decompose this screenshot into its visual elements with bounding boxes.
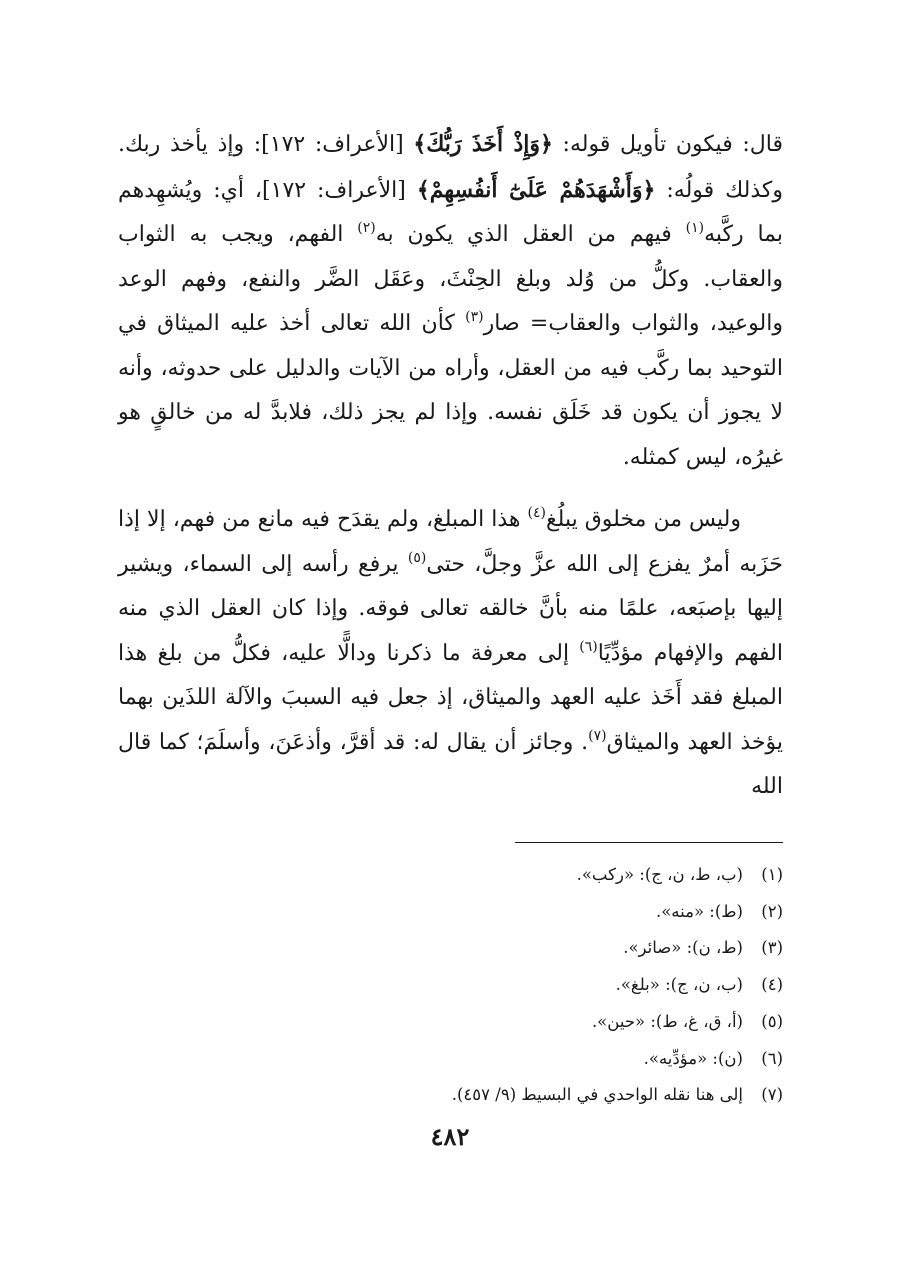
paragraph-2-text-3: يرفع رأسه إلى السماء، ويشير إليها بإصبَعه، علمًا منه بأنَّ خالقه تعالى فوقه. وإذا كان العقل الذي منه الفهم والإفهام مؤدِّيًا — [118, 551, 783, 666]
footnote-number: (٥) — [761, 1011, 783, 1031]
paragraph-1-text-3: [الأعراف: ١٧٢]، أي: ويُشهِدهم بما ركَّبه — [118, 177, 783, 247]
footnote-number: (١) — [761, 865, 783, 884]
footnote-7 — [118, 1077, 783, 1114]
footnote-text: (ط، ن): «صائر». — [623, 938, 743, 958]
footnote-text: (ن): «مؤدِّيه». — [643, 1048, 743, 1068]
footnote-ref-2: (٢) — [357, 220, 376, 236]
paragraph-1-text-4: فيهم من العقل الذي يكون به — [375, 222, 686, 247]
footnote-6 — [118, 1041, 783, 1078]
footnotes-list — [118, 857, 783, 1114]
footnote-text: إلى هنا نقله الواحدي في البسيط (٩/ ٤٥٧). — [451, 1085, 743, 1105]
footnote-ref-4: (٤) — [527, 505, 546, 521]
footnote-ref-3: (٣) — [465, 309, 484, 325]
footnote-4 — [118, 967, 783, 1004]
footnote-text: (ط): «منه». — [655, 901, 743, 921]
footnote-ref-6: (٦) — [579, 638, 598, 655]
paragraph-1-text-5: الفهم، ويجب به الثواب والعقاب. وكلُّ من وُلد وبلغ الحِنْثَ، وعَقَل الضَّر والنفع، وفهم الوعد والوعيد، والثواب والعقاب= صار — [118, 222, 783, 336]
page-number: ٤٨٢ — [430, 1122, 470, 1151]
footnote-1 — [118, 857, 783, 894]
footnote-text: (ب، ن، ج): «بلغ». — [615, 975, 743, 995]
quran-verse-2: ﴿وَأَشْهَدَهُمْ عَلَىٰٓ أَنفُسِهِمْ﴾ — [416, 176, 656, 203]
footnote-number: (٧) — [761, 1085, 783, 1105]
footnote-number: (٤) — [761, 975, 783, 995]
paragraph-2-text-4: إلى معرفة ما ذكرنا ودالًّا عليه، فكلُّ من بلغ هذا المبلغ فقد أَخَذ عليه العهد والميثاق، إذ جعل فيه السببَ والآلة اللذَين بهما يؤخذ العهد والميثاق — [118, 640, 783, 755]
footnote-5 — [118, 1004, 783, 1041]
footnote-ref-1: (١) — [685, 220, 705, 236]
paragraph-1-text-1: قال: فيكون تأويل قوله: — [552, 132, 783, 157]
footnote-separator — [515, 842, 783, 843]
footnote-text: (أ، ق، غ، ط): «حين». — [591, 1011, 743, 1031]
footnote-ref-7: (٧) — [588, 727, 607, 744]
footnote-text: (ب، ط، ن، ج): «ركب». — [576, 865, 743, 884]
footnote-2 — [118, 894, 783, 931]
main-text — [118, 122, 783, 810]
paragraph-1 — [118, 122, 783, 480]
paragraph-2-text-1: وليس من مخلوق يبلُغ — [545, 507, 742, 532]
footnote-ref-5: (٥) — [407, 549, 427, 566]
paragraph-2 — [118, 498, 783, 810]
footnote-number: (٣) — [761, 938, 783, 958]
paragraph-1-text-2: [الأعراف: ١٧٢]: وإذ يأخذ ربك. وكذلك قولُه: — [118, 132, 784, 203]
paragraph-2-text-5: . وجائز أن يقال له: قد أقرَّ، وأذعَنَ، وأسلَمَ؛ كما قال الله — [118, 729, 783, 799]
footnote-number: (٢) — [761, 901, 783, 921]
paragraph-2-text-2: هذا المبلغ، ولم يقدَح فيه مانع من فهم، إلا إذا حَزَبه أمرٌ يفزع إلى الله عزَّ وجلَّ، حتى — [118, 507, 783, 577]
footnote-number: (٦) — [761, 1048, 783, 1068]
paragraph-1-text-6: كأن الله تعالى أخذ عليه الميثاق في التوحيد بما ركَّب فيه من العقل، وأراه من الآيات والدليل على حدوثه، وأنه لا يجوز أن يكون قد خَلَق نفسه. وإذا لم يجز ذلك، فلابدَّ له من خالقٍ هو غيرُه، ليس كمثله. — [118, 311, 783, 470]
quran-verse-1: ﴿وَإِذْ أَخَذَ رَبُّكَ﴾ — [413, 131, 553, 157]
footnote-3 — [118, 930, 783, 967]
